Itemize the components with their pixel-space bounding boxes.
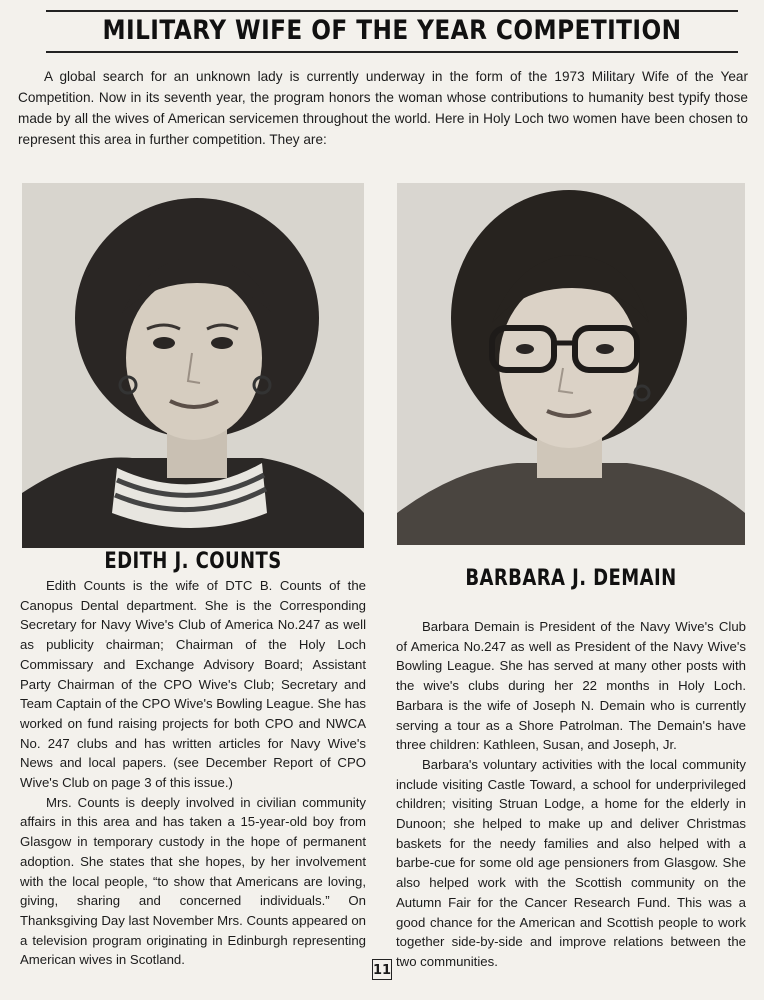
name-barbara-demain: BARBARA J. DEMAIN (465, 566, 677, 591)
intro-paragraph: A global search for an unknown lady is currently underway in the form of the 1973 Military Wife of the Year Competition. Now in its seventh year, the program honors the woman whose contributions to humanity best typify those made by all the wives of American servicemen throughout the world. Here in Holy Loch two women have been chosen to represent this area in further competition. They are: (18, 69, 748, 147)
portrait-edith-counts (22, 183, 364, 548)
headline-bottom-rule (46, 51, 738, 53)
portrait-barbara-demain (397, 183, 745, 545)
paragraph: Barbara Demain is President of the Navy Wive's Club of America No.247 as well as President of the Navy Wive's Bowling League. She has served at many other posts with the wive's clubs during her 22 months in Holy Loch. Barbara is the wife of Joseph N. Demain who is currently serving a tour as a Shore Patrolman. The Demain's have three children: Kathleen, Susan, and Joseph, Jr. (396, 619, 746, 753)
page-headline: MILITARY WIFE OF THE YEAR COMPETITION (102, 15, 682, 46)
page-number: 11 (372, 959, 392, 980)
article-column-right (396, 617, 746, 972)
name-edith-counts: EDITH J. COUNTS (104, 549, 282, 574)
paragraph: Mrs. Counts is deeply involved in civilian community affairs in this area and has taken a 15-year-old boy from Glasgow in temporary custody in the hope of permanent adoption. She states that she hopes, by her involvement with the local people, “to show that Americans are loving, giving, sharing and concerned individuals.” On Thanksgiving Day last November Mrs. Counts appeared on a television program originating in Edinburgh representing American wives in Scotland. (20, 794, 366, 968)
paragraph: Barbara's voluntary activities with the local community include visiting Castle Toward, a school for underprivileged children; visiting Struan Lodge, a home for the elderly in Dunoon; she helped to make up and deliver Christmas baskets for the needy families and also helped with a barbe-cue for some old age pensioners from Glasgow. She also helped work with the Scottish community on the Autumn Fair for the Cancer Research Fund. This was a good chance for the American and Scottish people to work together side-by-side and improve relations between the two communities. (396, 756, 746, 969)
paragraph: Edith Counts is the wife of DTC B. Counts of the Canopus Dental department. She is the Corresponding Secretary for Navy Wive's Club of America No.247 as well as publicity chairman; Chairman of the Holy Loch Commissary and Exchange Advisory Board; Assistant Party Chairman of the CPO Wive's Club; Secretary and Team Captain of the CPO Wive's Bowling League. She has worked on fund raising projects for both CPO and NWCA No. 247 clubs and has written articles for Navy Wive's News and local papers. (see December Report of CPO Wive's Club on page 3 of this issue.) (20, 578, 366, 791)
article-column-left (20, 576, 366, 970)
